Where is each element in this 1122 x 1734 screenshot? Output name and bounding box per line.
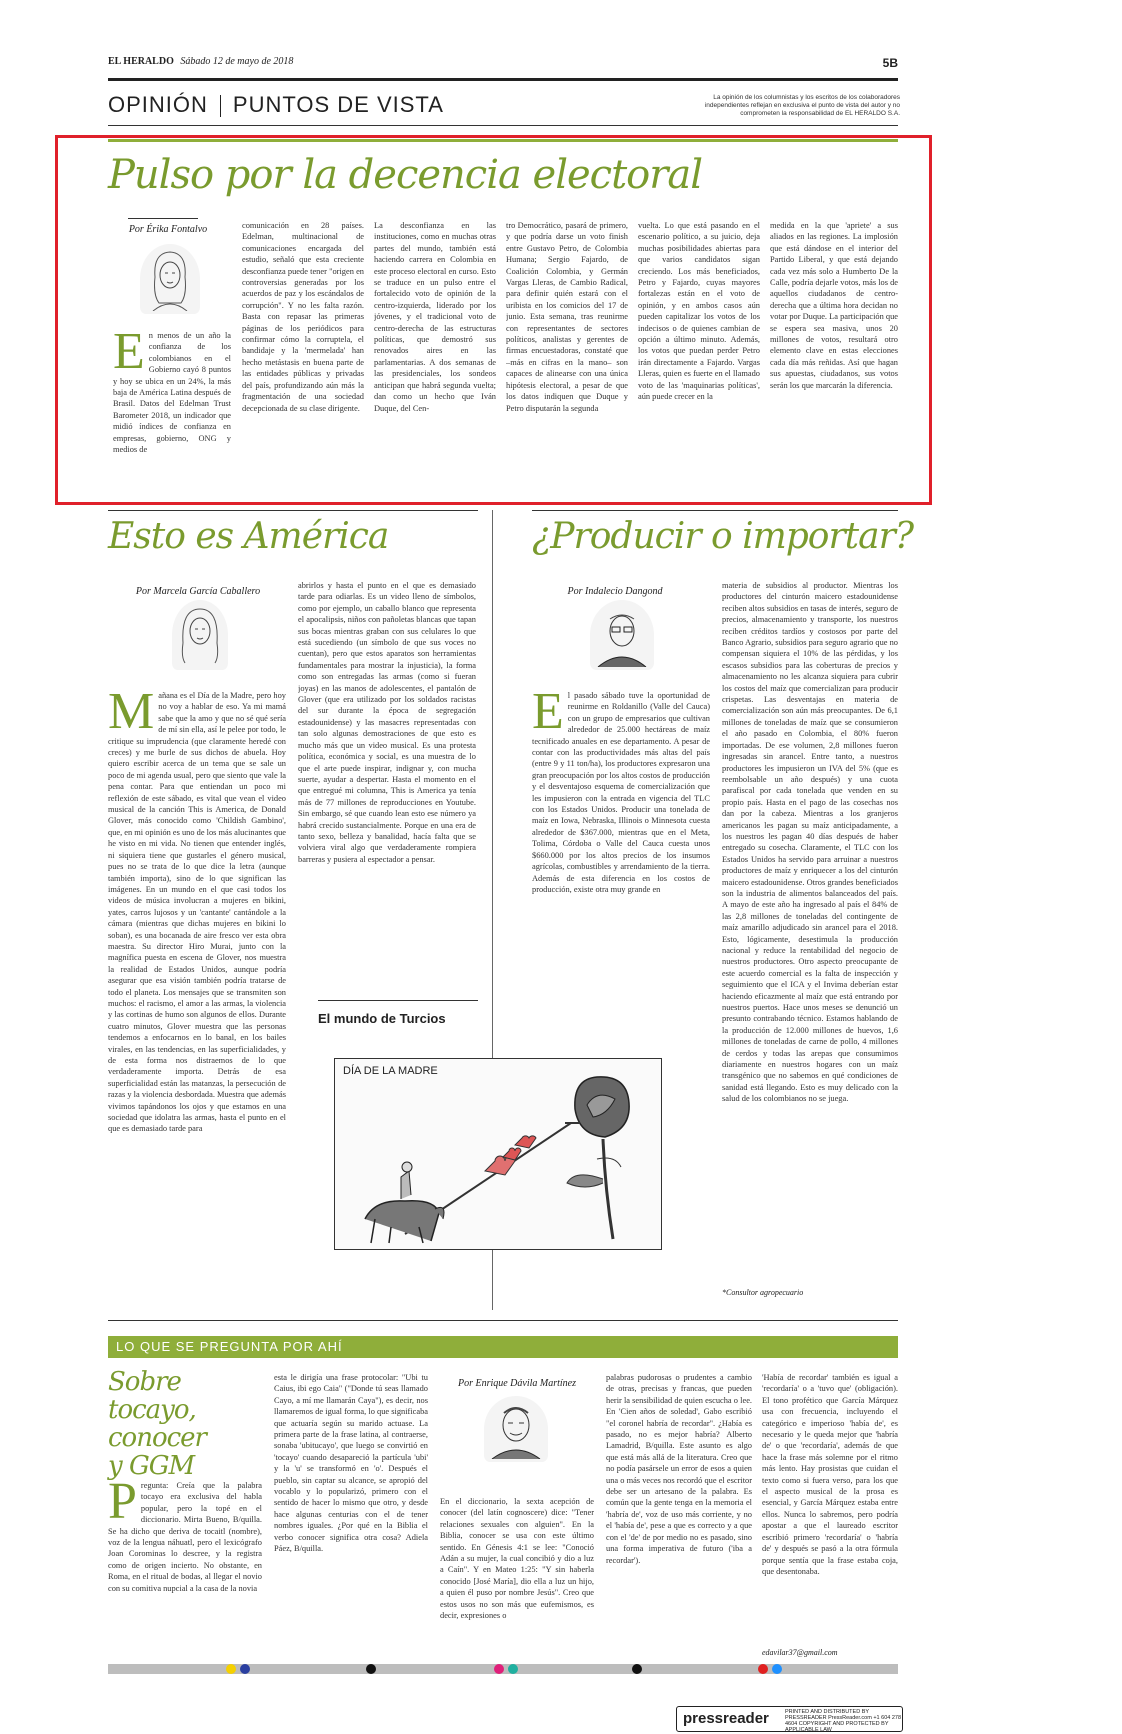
article2-col-1 bbox=[108, 690, 286, 1300]
article1-col-6: medida en la que 'apriete' a sus aliados en las regiones. La implosión que está dándose en el interior del Partido Liberal, y que está dejando cada vez más solo a Humberto De la Calle, podría dejarle votos, más los de aquellos ciudadanos de centro-derecha que a última hora decidan no votar por Duque. La participación que se espera sea masiva, unos 20 millones de votos, resultará otro elemento clave en estas elecciones cada día más reñidas. Así que hagan sus apuestas, ciudadanos, sus votos serán los que marcarán la diferencia. bbox=[770, 221, 898, 390]
portrait-sketch-icon bbox=[175, 603, 225, 667]
ask-title-line-1: Sobre tocayo, bbox=[108, 1367, 196, 1425]
ask-byline: Por Enrique Dávila Martínez bbox=[457, 1378, 577, 1389]
paper-name: EL HERALDO bbox=[108, 56, 174, 67]
highlight-box bbox=[55, 135, 932, 505]
ask-text-1: regunta: Creía que la palabra tocayo era exclusiva del habla popular, pero la topé en el diccionario. Mirta Bueno, B/quilla. Se ha dicho que deriva de tocaitl (nombre), voz de la lengua náhuatl, pero el lexicógrafo Joan Corominas lo descree, y la registra como de origen incierto. No obstante, en Roma, en el ritual de bodas, al llegar el novio con su comitiva nupcial a la casa de la novia bbox=[108, 1481, 262, 1593]
ask-top-rule bbox=[108, 1320, 898, 1321]
portrait-sketch-icon bbox=[594, 603, 650, 667]
article1-title: Pulso por la decencia electoral bbox=[108, 152, 702, 198]
ask-col-3: En el diccionario, la sexta acepción de conocer (del latín cognoscere) dice: "Tener relaciones sexuales con alguien". En la Biblia, conocer se usa con este último sentido. En Génesis 4:1 se lee: "Conoció Adán a su mujer, la cual concibió y dio a luz a Caín". Y en Mateo 1:25: "Y sin haberla conocido [José María], dio ella a luz un hijo, a quien él puso por nombre Jesús". Creo que estos usos no son más que eufemismos, es decir, expresiones o bbox=[440, 1497, 594, 1621]
article1-col-5: vuelta. Lo que está pasando en el escenario político, a su juicio, deja muchas posibilidades abiertas para que varios candidatos sigan creciendo. Los más beneficiados, Petro y Fajardo, cuyas mayores fortalezas están en el voto de opinión, y en ambos casos aún pueden capitalizar los votos de los indecisos o de quienes cambian de opción a último minuto. Además, los votos que puedan perder Petro irán directamente a Fajardo. Vargas Lleras, quien es fuerte en el llamado voto de las 'maquinarias políticas', aún puede crecer en la bbox=[638, 221, 760, 402]
ask-section-band: LO QUE SE PREGUNTA POR AHÍ bbox=[108, 1336, 898, 1358]
article2-top-rule bbox=[108, 510, 478, 511]
section-divider bbox=[220, 95, 221, 117]
cartoon-frame bbox=[334, 1058, 662, 1250]
cartoon-caption: DÍA DE LA MADRE bbox=[343, 1065, 438, 1077]
author-portrait bbox=[484, 1396, 548, 1462]
ask-title bbox=[108, 1368, 258, 1480]
article3-title: ¿Producir o importar? bbox=[532, 516, 914, 557]
cartoon-section-title: El mundo de Turcios bbox=[318, 1011, 446, 1026]
article1-col-3: La desconfianza en las instituciones, como en muchas otras partes del mundo, también está haciendo carrera en Colombia en este proceso electoral en curso. Esto se traduce en un pulso entre el fortalecido voto de opinión de la centro-izquierda, liderado por los jóvenes, y el tradicional voto de centro-derecha de las estructuras políticas, que demostró sus renovados aires en las parlamentarias. A dos semanas de las presidenciales, los sondeos anticipan que habrá segunda vuelta; dan como un hecho que Iván Duque, del Cen- bbox=[374, 221, 496, 413]
article3-footnote: *Consultor agropecuario bbox=[722, 1288, 804, 1297]
section-puntos: PUNTOS DE VISTA bbox=[232, 92, 444, 117]
article1-col-4: tro Democrático, pasará de primero, y que podría darse un voto finish entre Gustavo Petro, de Colombia Humana; Sergio Fajardo, de Coalición Colombia, y Germán Vargas Lleras, de Cambio Radical, para definir quién estará con el uribista en los comicios del 17 de junio. Esta semana, tras reunirme con representantes de sectores políticos, analistas y gerentes de firmas encuestadoras, constaté que –más en cifras en la mano– son capaces de alinearse con una única hipótesis electoral, a pesar de que los datos indiquen que Duque y Petro disputarán la segunda bbox=[506, 221, 628, 413]
page-number: 5B bbox=[882, 56, 898, 70]
pressreader-badge[interactable] bbox=[676, 1706, 903, 1732]
section-title bbox=[108, 92, 444, 118]
article3-col-1 bbox=[532, 690, 710, 980]
ask-title-line-2: conocer bbox=[108, 1423, 206, 1453]
ask-col-1 bbox=[108, 1480, 262, 1660]
cartoon-drawing-icon bbox=[335, 1059, 661, 1249]
cartoon-rule bbox=[318, 1000, 478, 1001]
ask-email: edavilar37@gmail.com bbox=[762, 1648, 838, 1657]
registration-dot-black bbox=[366, 1664, 376, 1674]
article3-dropcap: E bbox=[532, 690, 564, 740]
ask-col-2: esta le dirigía una frase protocolar: "Ubi tu Caius, ibi ego Caia" ("Donde tú seas llamado Cayo, a mí me llamarán Caya"), es decir, nos llamaremos de igual forma, lo que significaba que actuaría según su marido actuase. La primera parte de la frase latina, al contraerse, sonaba 'ubitucayo', que luego se convirtió en 'tocayo' cuando desapareció la partícula 'ubi' y la 'u' se transformó en 'o'. Después el pueblo, sin captar su alcance, se apropió del vocablo y lo popularizó, primero con el sentido de hacer lo mismo que otro, y desde hace algunas centurias con el de tener nombres iguales. ¿Por qué en la Biblia el verbo conocer significa otra cosa? Adiela Páez, B/quilla. bbox=[274, 1373, 428, 1554]
article3-col-2: materia de subsidios al productor. Mientras los productores del cinturón maicero estadounidense reciben altos subsidios en tasas de interés, seguro de precios, almacenamiento y transporte, los nuestros reciben créditos tardíos y costosos por parte del Banco Agrario, subsidios para seguro agrario que no compensan siquiera el 10% de las pérdidas, y los escasos subsidios para las coberturas de precios y almacenamiento no les alcanza siquiera para cubrir los costos del maíz que comercializan para producir crispetas. Las desventajas en materia de comercialización son aún más preocupantes. De 6,1 millones de toneladas de maíz que se consumieron el año pasado en Colombia, el 80% fueron importadas. De ese volumen, 2,8 millones fueron ingresadas sin arancel. Entre tanto, a nuestros productores les impusieron un IVA del 5% (que es reembolsable un año después) y una cuota parafiscal por cada tonelada que venden en su propio país. Hasta en el pago de las cosechas nos dan por la cabeza. Mientras a los granjeros americanos les pagan su maíz anticipadamente, a los nuestros les pagan 40 días después de haber entregado su cosecha. Claramente, el TLC con los Estados Unidos ha servido para arruinar a nuestros productores de maíz y enriquecer a los del cinturón maicero estadounidense. Otros grandes beneficiados son la industria de alimentos balanceados del país. A mayo de este año ha ingresado al país el 84% de las 2,8 millones de toneladas del contingente de maíz amarillo adjudicado sin arancel para el 2018. Esto, lógicamente, desestimula la producción nacional y reduce la rentabilidad del negocio de nuestros productores. Otro aspecto preocupante de este acuerdo comercial es la falta de inspección y seguimiento que el ICA y el Invima deberían estar haciendo eficazmente al maíz que está entrando por nuestros puertos. Hace unos meses se denunció un presunto contrabando técnico. Estamos hablando de la producción de 12.000 millones de huevos, 1,6 millones de toneladas de carne de pollo, 4 millones de cerdos y todas las arepas que consumimos diariamente en nuestros hogares con un maíz transgénico que no sabemos en qué condiciones de sanidad está llegando. Esto es muy delicado con la salud de los colombianos no se juega. bbox=[722, 581, 898, 1104]
portrait-sketch-icon bbox=[488, 1399, 544, 1459]
article1-dropcap: E bbox=[113, 330, 145, 380]
section-rule bbox=[108, 125, 898, 126]
article3-byline: Por Indalecio Dangond bbox=[567, 586, 663, 597]
article3-top-rule bbox=[532, 510, 898, 511]
article2-dropcap: M bbox=[108, 690, 155, 740]
header-rule bbox=[108, 78, 898, 81]
article1-text-1: n menos de un año la confianza de los colombianos en el Gobierno cayó 8 puntos y hoy se ubica en un 24%, la más baja de América Latina después de Brasil. Datos del Edelman Trust Barometer 2018, un indicador que midió índices de confianza en empresas, gobierno, ONG y medios de bbox=[113, 331, 231, 455]
article2-col-2: abrirlos y hasta el punto en el que es demasiado tarde para odiarlas. Es un video lleno de símbolos, como por ejemplo, un caballo blanco que representa el apocalipsis, niños con pañoletas blancas que tapan sus bocas mientras graban con sus celulares lo que está sucediendo (un símbolo de que sus voces no cuentan), pero que estos aparatos son herramientas fundamentales para mostrar la injusticia), la forma como son entregadas las armas (como si fueran joyas) en las manos de adolescentes, el pantalón de Glover (que era utilizado por los soldados racistas del sur durante la época de segregación estadounidense) y las masacres representadas con tan solo algunas demostraciones de que esto es mucho más que un video musical. Es una protesta política, económica y social, es una muestra de lo que el arte puede inspirar, indignar y, con mucha suerte, ayudar a despertar. Hasta el momento en el que entregué mi columna, This is America ya tenía más de 77 millones de reproducciones en Youtube. Sin embargo, sé que cuando lean esto ese número ya habrá crecido sustancialmente. Porque en una era de tanto sexo, belleza y banalidad, hacía falta que se volviera viral algo que verdaderamente rompiera barreras y pusiera al espectador a pensar. bbox=[298, 581, 476, 864]
author-portrait bbox=[172, 600, 228, 670]
registration-dot-black-2 bbox=[632, 1664, 642, 1674]
article2-title: Esto es América bbox=[108, 516, 389, 557]
registration-dot-cyan bbox=[772, 1664, 782, 1674]
ask-title-line-3: y GGM bbox=[108, 1451, 195, 1481]
article1-byline: Por Érika Fontalvo bbox=[128, 224, 208, 235]
pressreader-logo: pressreader bbox=[683, 1710, 769, 1727]
section-opinion: OPINIÓN bbox=[108, 92, 208, 117]
issue-date: Sábado 12 de mayo de 2018 bbox=[180, 56, 294, 67]
registration-dot-red bbox=[758, 1664, 768, 1674]
registration-dot-blue bbox=[240, 1664, 250, 1674]
registration-dot-teal bbox=[508, 1664, 518, 1674]
ask-col-4: palabras pudorosas o prudentes a cambio de otras, precisas y francas, que pueden herir la sensibilidad de quien escucha o lee. En 'Cien años de soledad', Gabo escribió "el coronel habría de recordar". ¿Había es pasado, no es mejor habría? Alberto Lamadrid, B/quilla. Este asunto es algo que está más allá de la literatura. Creo que no podía pasársele un error de esos a quien una o más veces nos recordó que el escritor debe ser un artesano de la palabra. Es común que la gente tenga en la memoria el 'habría de', voz de uso más corriente, y no el 'había de', pese a que es correcto y a que con el 'de' de por medio no es pasado, sino una forma imperativa de futuro ('iba a recordar'). bbox=[606, 1373, 752, 1565]
article2-text-1: añana es el Día de la Madre, pero hoy no voy a hablar de eso. Ya mi mamá sabe que la amo y que no sé qué sería de mí sin ella, así le pelee por todo, le critique su imprudencia (que claramente heredé con creces) y me burle de sus dichos de abuela. Hoy quiero escribir acerca de un tema que se sale un poco de mi agenda usual, pero que siento que vale la pena contar. Para que entiendan un poco mi reflexión de este sábado, es vital que vean el video musical de la canción This is America, de Donald Glover, más conocido como 'Childish Gambino', que, en mi opinión es uno de los más alucinantes que he visto en mi vida. No tienen que entender inglés, ni siquiera tiene que gustarles el género musical, pues no se trata de lo que dice la letra (aunque también importa), sino de lo que significan las imágenes. En un mundo en el que casi todos los videos de música involucran a mujeres en bikini, yates, carros lujosos y un 'cantante' cantándole a la cámara (mientras que dichas mujeres en bikini lo soban), es una bocanada de aire fresco ver esta obra maestra. Su director Hiro Murai, junto con la magnífica puesta en escena de Glover, nos muestra la realidad de Estados Unidos, aunque podría asegurar que esa visión también podría tratarse de todo el planeta. Los mensajes que se transmiten son muchos: el racismo, el amor a las armas, la violencia y las cortinas de humo son algunos de ellos. Durante cuatro minutos, Glover muestra que las personas tendemos a enfocarnos en lo banal, en los bailes virales, en las tendencias, en las superficialidades, y de esta forma nos distraemos de lo que verdaderamente importa. Detrás de esa superficialidad están las matanzas, la persecución de razas y la violencia desbordada. Muestra que además vivimos tapándonos los ojos y que estamos en una sociedad que idolatra las armas, hasta el punto en el que es demasiado tarde para bbox=[108, 691, 286, 1134]
article1-col-2: comunicación en 28 países. Edelman, multinacional de comunicaciones encargada del estudio, señaló que esta creciente desconfianza puede tener "origen en controversias generadas por los acuerdos de paz y los escándalos de corrupción". Y no les falta razón. Basta con repasar las primeras páginas de los periódicos para confirmar cómo la corruptela, el bandidaje y la 'mermelada' han hecho metástasis en buena parte de las entidades públicas y privadas del país, profundizando aún más la fragmentación de una sociedad decepcionada de su clase dirigente. bbox=[242, 221, 364, 413]
article3-text-1: l pasado sábado tuve la oportunidad de reunirme en Roldanillo (Valle del Cauca) con un grupo de empresarios que cultivan alrededor de 25.000 hectáreas de maíz tecnificado anuales en ese departamento. A pesar de contar con las productividades más altas del país (entre 9 y 11 ton/ha), los productores expresaron una gran preocupación por los altos costos de producción y el desventajoso esquema de comercialización que les impusieron con la entrada en vigencia del TLC con los Estados Unidos. Producir una tonelada de maíz en Iowa, Nebraska, Illinois o Minnesota cuesta alrededor de $367.000, mientras que en el Meta, Tolima, Córdoba o Valle del Cauca cuesta unos $660.000 por los altos precios de los insumos agrícolas, combustibles y arrendamiento de la tierra. Además de esta diferencia en los costos de producción, existe otra muy grande en bbox=[532, 691, 710, 894]
ask-dropcap: P bbox=[108, 1480, 137, 1530]
article2-byline: Por Marcela García Caballero bbox=[135, 586, 261, 597]
ask-col-5: 'Había de recordar' también es igual a 'recordaría' o a 'tuvo que' (obligación). El tono profético que García Márquez usa con frecuencia, incluyendo el categórico e imperioso 'había de', es necesario y le queda mejor que 'habría de' o que 'recordaría', además de que hace la frase más solemne por el ritmo más lento. Hay prosistas que cuidan el texto como si fuera verso, para los que el aspecto musical de la prosa es esencial, y García Márquez estaba entre ellos. Nunca lo sabremos, pero podría apostar a que el laureado escritor escribió primero 'recordaría' o 'habría de' y después se pasó a la otra fórmula porque sentía que la frase estaba coja, que desentonaba. bbox=[762, 1373, 898, 1576]
pressreader-info: PRINTED AND DISTRIBUTED BY PRESSREADER PressReader.com +1 604 278 4604 COPYRIGHT AND PROTECTED BY APPLICABLE LAW bbox=[785, 1709, 902, 1733]
registration-dot-yellow bbox=[226, 1664, 236, 1674]
disclaimer: La opinión de los columnistas y los escritos de los colaboradores independientes reflejan en exclusiva el punto de vista del autor y no comprometen la responsabilidad de EL HERALDO S.A. bbox=[704, 94, 900, 117]
registration-dot-magenta bbox=[494, 1664, 504, 1674]
author-portrait bbox=[590, 600, 654, 670]
masthead-line bbox=[108, 56, 898, 78]
